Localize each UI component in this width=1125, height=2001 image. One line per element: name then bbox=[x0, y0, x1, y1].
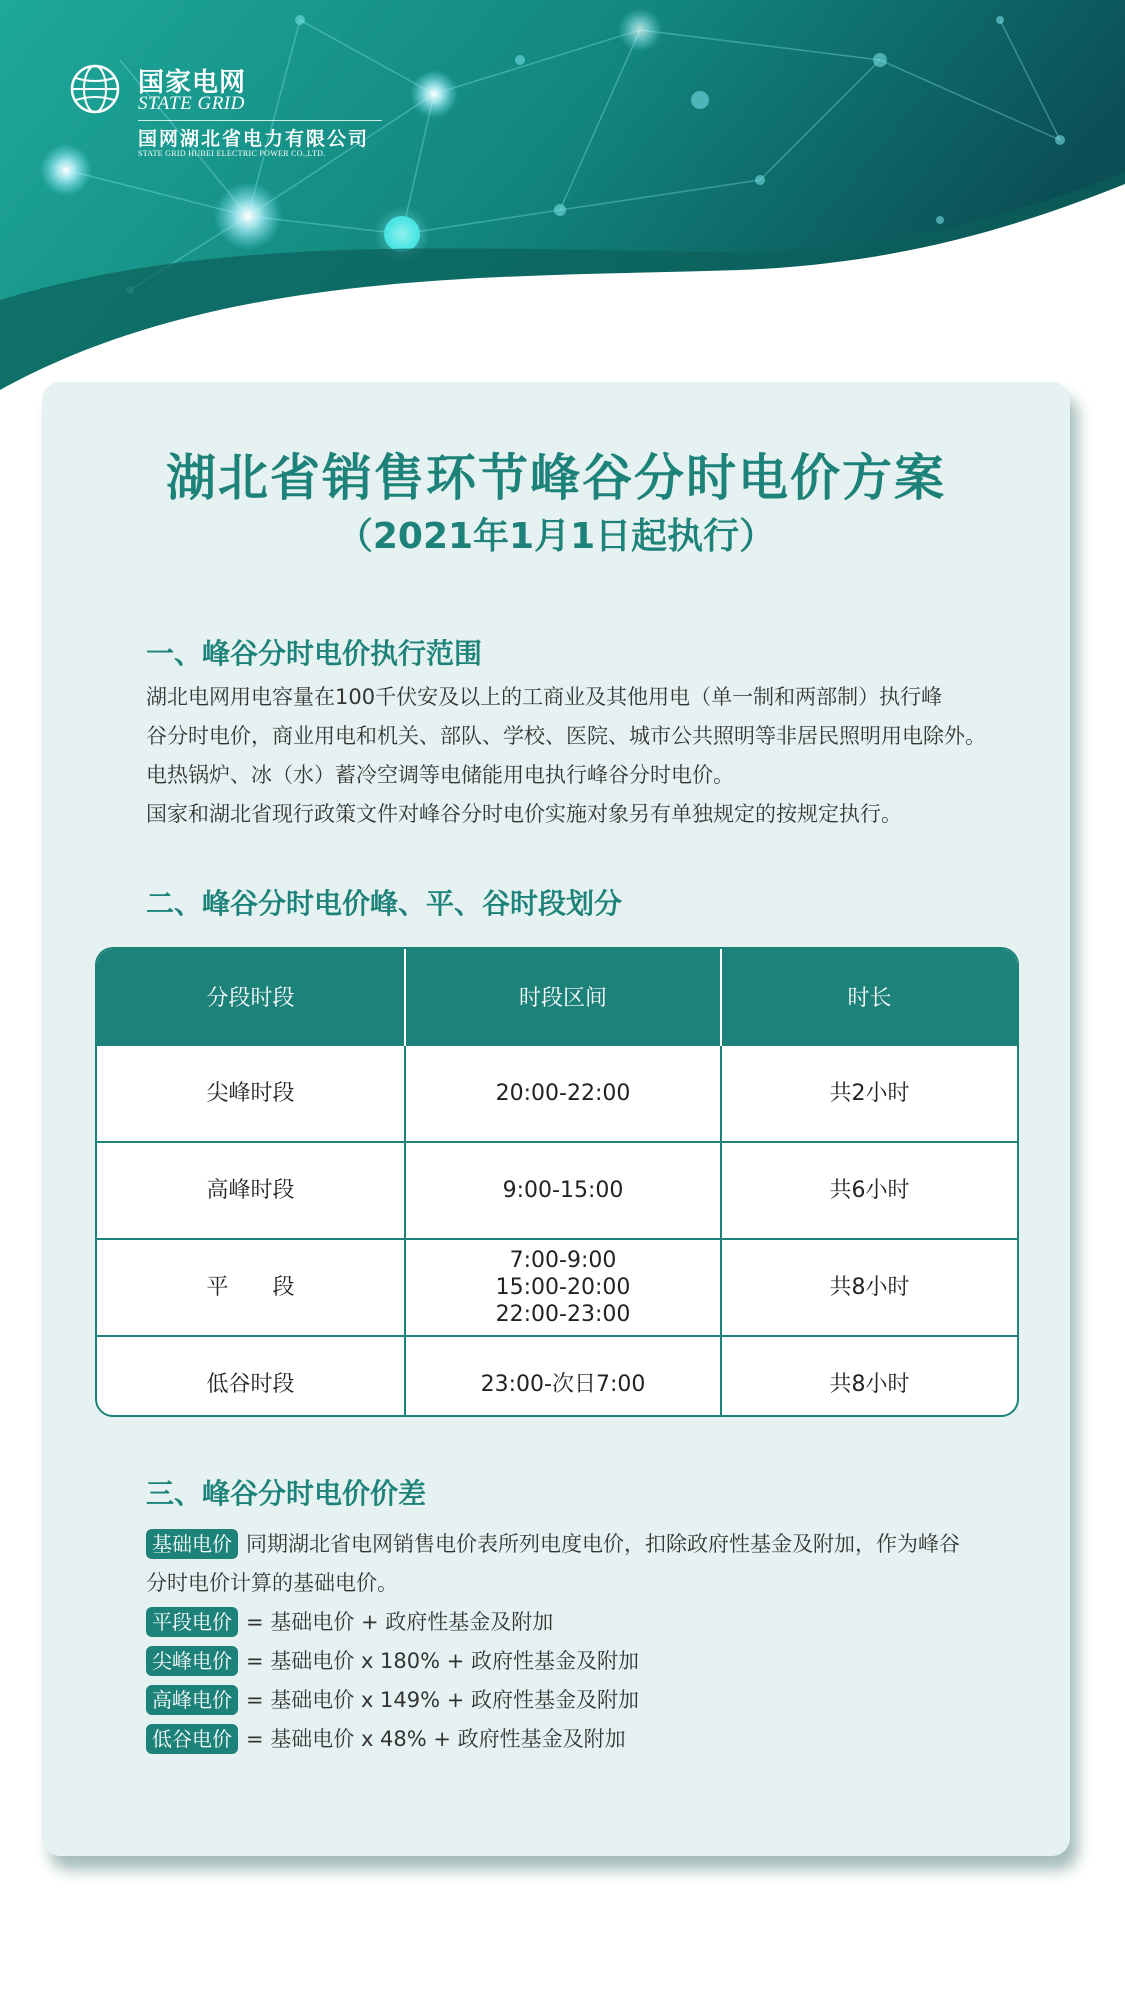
formula-text: = 基础电价 x 180% + 政府性基金及附加 bbox=[246, 1649, 640, 1673]
badge-valley-price: 低谷电价 bbox=[146, 1724, 238, 1754]
section-1-line: 谷分时电价，商业用电和机关、部队、学校、医院、城市公共照明等非居民照明用电除外。 bbox=[146, 724, 986, 748]
badge-sharp-peak-price: 尖峰电价 bbox=[146, 1646, 238, 1676]
cell-duration: 共8小时 bbox=[721, 1336, 1017, 1417]
badge-base-price: 基础电价 bbox=[146, 1529, 238, 1559]
formula-text: = 基础电价 x 149% + 政府性基金及附加 bbox=[246, 1688, 640, 1712]
state-grid-logo bbox=[70, 62, 390, 162]
formula-row bbox=[146, 1720, 1046, 1759]
section-1-line: 电热锅炉、冰（水）蓄冷空调等电储能用电执行峰谷分时电价。 bbox=[146, 763, 734, 787]
cell-range: 9:00-15:00 bbox=[405, 1142, 721, 1239]
cell-segment: 低谷时段 bbox=[97, 1336, 405, 1417]
table-row bbox=[97, 1239, 1017, 1336]
range-line: 15:00-20:00 bbox=[495, 1275, 631, 1300]
table-row bbox=[97, 1336, 1017, 1417]
cell-range-multi bbox=[405, 1239, 721, 1336]
time-period-table bbox=[95, 947, 1019, 1417]
network-background bbox=[0, 0, 1125, 400]
cell-range: 23:00-次日7:00 bbox=[405, 1336, 721, 1417]
section-1-line: 湖北电网用电容量在100千伏安及以上的工商业及其他用电（单一制和两部制）执行峰 bbox=[146, 685, 943, 709]
content-card bbox=[42, 382, 1070, 1856]
badge-peak-price: 高峰电价 bbox=[146, 1685, 238, 1715]
header-duration: 时长 bbox=[721, 949, 1017, 1045]
section-1-body bbox=[146, 678, 1026, 834]
section-1-line: 国家和湖北省现行政策文件对峰谷分时电价实施对象另有单独规定的按规定执行。 bbox=[146, 802, 902, 826]
formula-row bbox=[146, 1603, 1046, 1642]
base-price-text: 同期湖北省电网销售电价表所列电度电价，扣除政府性基金及附加，作为峰谷 bbox=[246, 1532, 960, 1556]
formula-row bbox=[146, 1681, 1046, 1720]
header-segment: 分段时段 bbox=[97, 949, 405, 1045]
section-1-heading: 一、峰谷分时电价执行范围 bbox=[146, 637, 483, 670]
company-name-cn: 国网湖北省电力有限公司 bbox=[138, 128, 370, 150]
table-header-row bbox=[97, 949, 1017, 1045]
formula-row bbox=[146, 1642, 1046, 1681]
cell-range: 20:00-22:00 bbox=[405, 1045, 721, 1142]
table-row bbox=[97, 1045, 1017, 1142]
cell-duration: 共8小时 bbox=[721, 1239, 1017, 1336]
badge-flat-price: 平段电价 bbox=[146, 1607, 238, 1637]
header-banner bbox=[0, 0, 1125, 400]
base-price-row-cont bbox=[146, 1564, 1046, 1603]
page-title: 湖北省销售环节峰谷分时电价方案 bbox=[166, 449, 946, 507]
range-line: 7:00-9:00 bbox=[509, 1248, 617, 1273]
section-2-heading: 二、峰谷分时电价峰、平、谷时段划分 bbox=[146, 887, 623, 920]
logo-divider bbox=[138, 120, 382, 121]
base-price-text-cont: 分时电价计算的基础电价。 bbox=[146, 1571, 398, 1595]
globe-icon bbox=[70, 64, 120, 114]
cell-duration: 共6小时 bbox=[721, 1142, 1017, 1239]
cell-segment: 平 段 bbox=[97, 1239, 405, 1336]
cell-segment: 尖峰时段 bbox=[97, 1045, 405, 1142]
brand-name-en: STATE GRID bbox=[138, 93, 245, 114]
formula-text: = 基础电价 x 48% + 政府性基金及附加 bbox=[246, 1727, 626, 1751]
price-formula-list bbox=[146, 1525, 1046, 1759]
company-name-en: STATE GRID HUBEI ELECTRIC POWER CO.,LTD. bbox=[138, 149, 326, 158]
cell-segment: 高峰时段 bbox=[97, 1142, 405, 1239]
range-line: 22:00-23:00 bbox=[495, 1302, 631, 1327]
page-subtitle: （2021年1月1日起执行） bbox=[336, 516, 776, 557]
header-range: 时段区间 bbox=[405, 949, 721, 1045]
formula-text: = 基础电价 + 政府性基金及附加 bbox=[246, 1610, 554, 1634]
cell-duration: 共2小时 bbox=[721, 1045, 1017, 1142]
table-row bbox=[97, 1142, 1017, 1239]
section-3-heading: 三、峰谷分时电价价差 bbox=[146, 1477, 427, 1510]
base-price-row bbox=[146, 1525, 1046, 1564]
brand-name-cn: 国家电网 bbox=[138, 68, 247, 98]
